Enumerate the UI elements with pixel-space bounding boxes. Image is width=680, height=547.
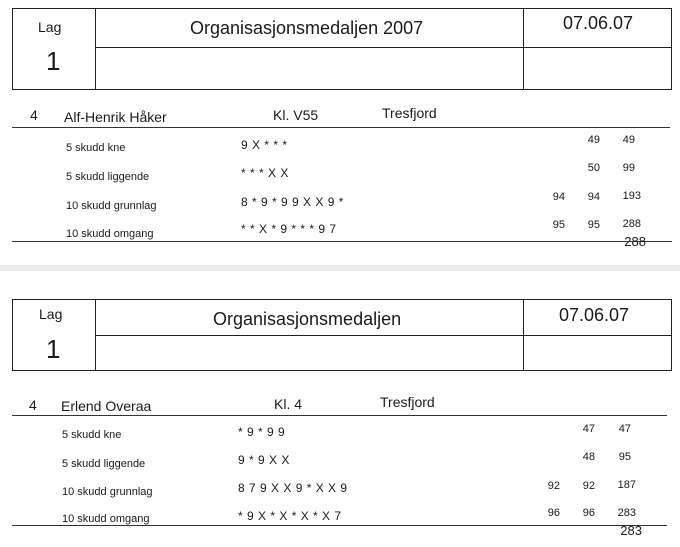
row-points: 50 <box>587 162 600 174</box>
competition-date: 07.06.07 <box>563 13 634 33</box>
row-shots: * 9 * 9 9 <box>238 425 286 439</box>
row-cumulative: 187 <box>617 479 636 491</box>
row-label: 5 skudd kne <box>66 142 126 154</box>
shooter-club: Tresfjord <box>380 394 435 410</box>
row-label: 10 skudd grunnlag <box>66 200 157 212</box>
row-points: 92 <box>582 480 595 492</box>
row-series: 96 <box>547 507 560 519</box>
competition-title: Organisasjonsmedaljen <box>213 309 402 329</box>
row-shots: 8 7 9 X X 9 * X X 9 <box>238 481 348 495</box>
row-cumulative: 49 <box>622 134 635 146</box>
total-score: 283 <box>620 523 642 538</box>
row-cumulative: 193 <box>622 190 641 202</box>
shooter-class: Kl. 4 <box>274 396 303 412</box>
shooter-number: 4 <box>30 107 38 123</box>
row-series: 92 <box>547 480 560 492</box>
row-points: 94 <box>587 191 600 203</box>
row-shots: 9 * 9 X X <box>238 453 290 467</box>
row-points: 47 <box>582 423 595 435</box>
shooter-name: Alf-Henrik Håker <box>64 109 167 125</box>
row-shots: 8 * 9 * 9 9 X X 9 * <box>241 195 344 209</box>
row-cumulative: 283 <box>617 507 636 519</box>
row-label: 5 skudd kne <box>62 429 122 441</box>
shooter-club: Tresfjord <box>382 105 437 121</box>
row-shots: * * X * 9 * * * 9 7 <box>241 222 337 236</box>
competition-date: 07.06.07 <box>559 305 630 325</box>
row-cumulative: 47 <box>618 423 631 435</box>
shooter-name: Erlend Overaa <box>61 398 152 414</box>
row-series: 95 <box>552 219 565 231</box>
row-cumulative: 288 <box>622 218 641 230</box>
row-label: 10 skudd omgang <box>66 228 154 240</box>
row-shots: 9 X * * * <box>241 138 288 152</box>
row-points: 96 <box>582 507 595 519</box>
row-label: 10 skudd grunnlag <box>62 486 153 498</box>
lag-number: 1 <box>46 334 61 364</box>
row-points: 48 <box>582 451 595 463</box>
total-score: 288 <box>624 234 646 249</box>
shooter-number: 4 <box>29 397 37 413</box>
competition-title: Organisasjonsmedaljen 2007 <box>190 18 424 38</box>
row-shots: * 9 X * X * X * X 7 <box>238 509 342 523</box>
row-cumulative: 95 <box>618 451 631 463</box>
row-label: 5 skudd liggende <box>66 171 150 183</box>
shooter-class: Kl. V55 <box>273 107 319 123</box>
lag-number: 1 <box>46 46 61 76</box>
row-label: 10 skudd omgang <box>62 513 150 525</box>
row-shots: * * * X X <box>241 166 289 180</box>
lag-label: Lag <box>38 19 62 35</box>
row-label: 5 skudd liggende <box>62 458 146 470</box>
lag-label: Lag <box>39 306 63 322</box>
row-points: 49 <box>587 134 600 146</box>
row-series: 94 <box>552 191 565 203</box>
row-cumulative: 99 <box>622 162 635 174</box>
row-points: 95 <box>587 219 600 231</box>
